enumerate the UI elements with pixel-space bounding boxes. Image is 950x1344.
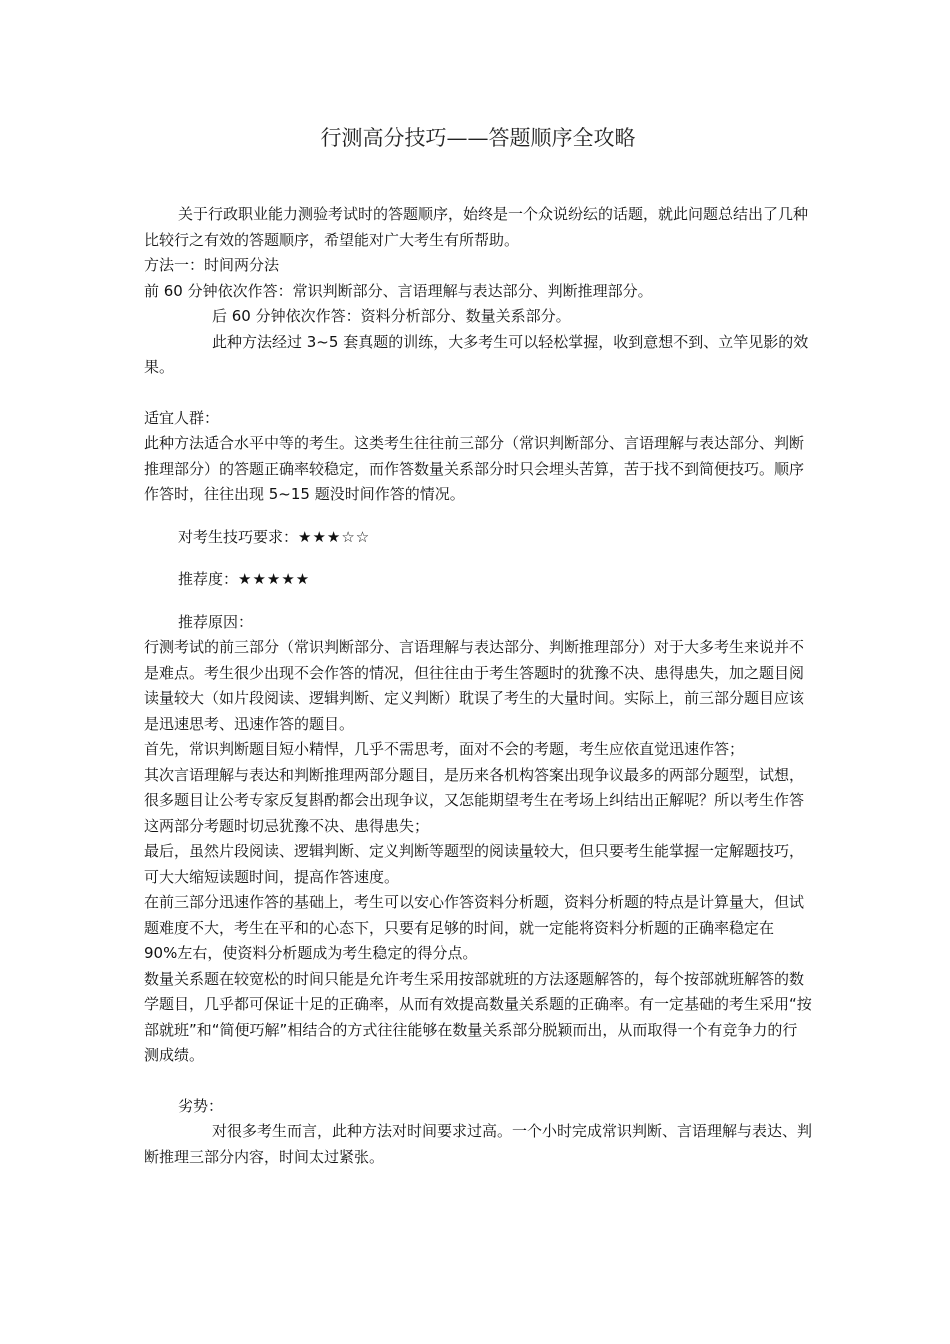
reasons-paragraph: 行测考试的前三部分（常识判断部分、言语理解与表达部分、判断推理部分）对于大多考生来说并不是难点。考生很少出现不会作答的情况，但往往由于考生答题时的犹豫不决、患得患失，加之题目阅读量较大（如片段阅读、逻辑判断、定义判断）耽误了考生的大量时间。实际上，前三部分题目应该是迅速思考、迅速作答的题目。 [144, 638, 805, 733]
method1-first60: 前 60 分钟依次作答：常识判断部分、言语理解与表达部分、判断推理部分。 [144, 281, 653, 300]
spacer [144, 508, 812, 525]
skill-requirement-label: 对考生技巧要求： [178, 527, 299, 546]
spacer [144, 593, 812, 610]
recommend-degree-label: 推荐度： [178, 570, 239, 588]
method1-heading: 方法一：时间两分法 [144, 256, 280, 274]
reasons-paragraph: 最后，虽然片段阅读、逻辑判断、定义判断等题型的阅读量较大，但只要考生能掌握一定解题技巧，可大大缩短读题时间，提高作答速度。 [144, 842, 805, 886]
reasons-paragraph: 其次言语理解与表达和判断推理两部分题目，是历来各机构答案出现争议最多的两部分题型，试想，很多题目让公考专家反复斟酌都会出现争议，又怎能期望考生在考场上纠结出正解呢？所以考生作答这两部分考题时切忌犹豫不决、患得患失； [144, 765, 805, 835]
reasons-paragraph: 数量关系题在较宽松的时间只能是允许考生采用按部就班的方法逐题解答的，每个按部就班解答的数学题目，几乎都可保证十足的正确率，从而有效提高数量关系题的正确率。有一定基础的考生采用“按部就班”和“简便巧解”相结合的方式往往能够在数量关系部分脱颖而出，从而取得一个有竞争力的行测成绩。 [144, 969, 812, 1064]
reasons-paragraph: 首先，常识判断题目短小精悍，几乎不需思考，面对不会的考题，考生应依直觉迅速作答； [144, 740, 745, 758]
skill-requirement-stars: ★★★☆☆ [298, 527, 371, 546]
spacer [144, 381, 812, 406]
spacer [144, 550, 812, 567]
page-title: 行测高分技巧——答题顺序全攻略 [320, 126, 636, 150]
intro-paragraph: 关于行政职业能力测验考试时的答题顺序，始终是一个众说纷纭的话题，就此问题总结出了几种比较行之有效的答题顺序，希望能对广大考生有所帮助。 [144, 205, 809, 249]
disadvantage-heading: 劣势： [178, 1096, 224, 1115]
disadvantage-text: 对很多考生而言，此种方法对时间要求过高。一个小时完成常识判断、言语理解与表达、判断推理三部分内容，时间太过紧张。 [144, 1122, 813, 1166]
reasons-paragraph: 在前三部分迅速作答的基础上，考生可以安心作答资料分析题，资料分析题的特点是计算量大，但试题难度不大，考生在平和的心态下，只要有足够的时间，就一定能将资料分析题的正确率稳定在 90%左右，使资料分析题成为考生稳定的得分点。 [144, 893, 805, 962]
method1-effect: 此种方法经过 3~5 套真题的训练，大多考生可以轻松掌握，收到意想不到、立竿见影的效果。 [144, 332, 809, 376]
suitable-text: 此种方法适合水平中等的考生。这类考生往往前三部分（常识判断部分、言语理解与表达部分、判断推理部分）的答题正确率较稳定，而作答数量关系部分时只会埋头苦算，苦于找不到简便技巧。顺序作答时，往往出现 5~15 题没时间作答的情况。 [144, 434, 805, 503]
document-body [144, 202, 812, 1170]
recommend-degree [144, 567, 812, 593]
recommend-degree-stars: ★★★★★ [238, 570, 311, 588]
spacer [144, 1069, 812, 1094]
reasons-heading: 推荐原因： [178, 612, 254, 631]
method1-last60: 后 60 分钟依次作答：资料分析部分、数量关系部分。 [212, 307, 571, 325]
skill-requirement [144, 525, 812, 551]
suitable-heading: 适宜人群： [144, 408, 220, 427]
